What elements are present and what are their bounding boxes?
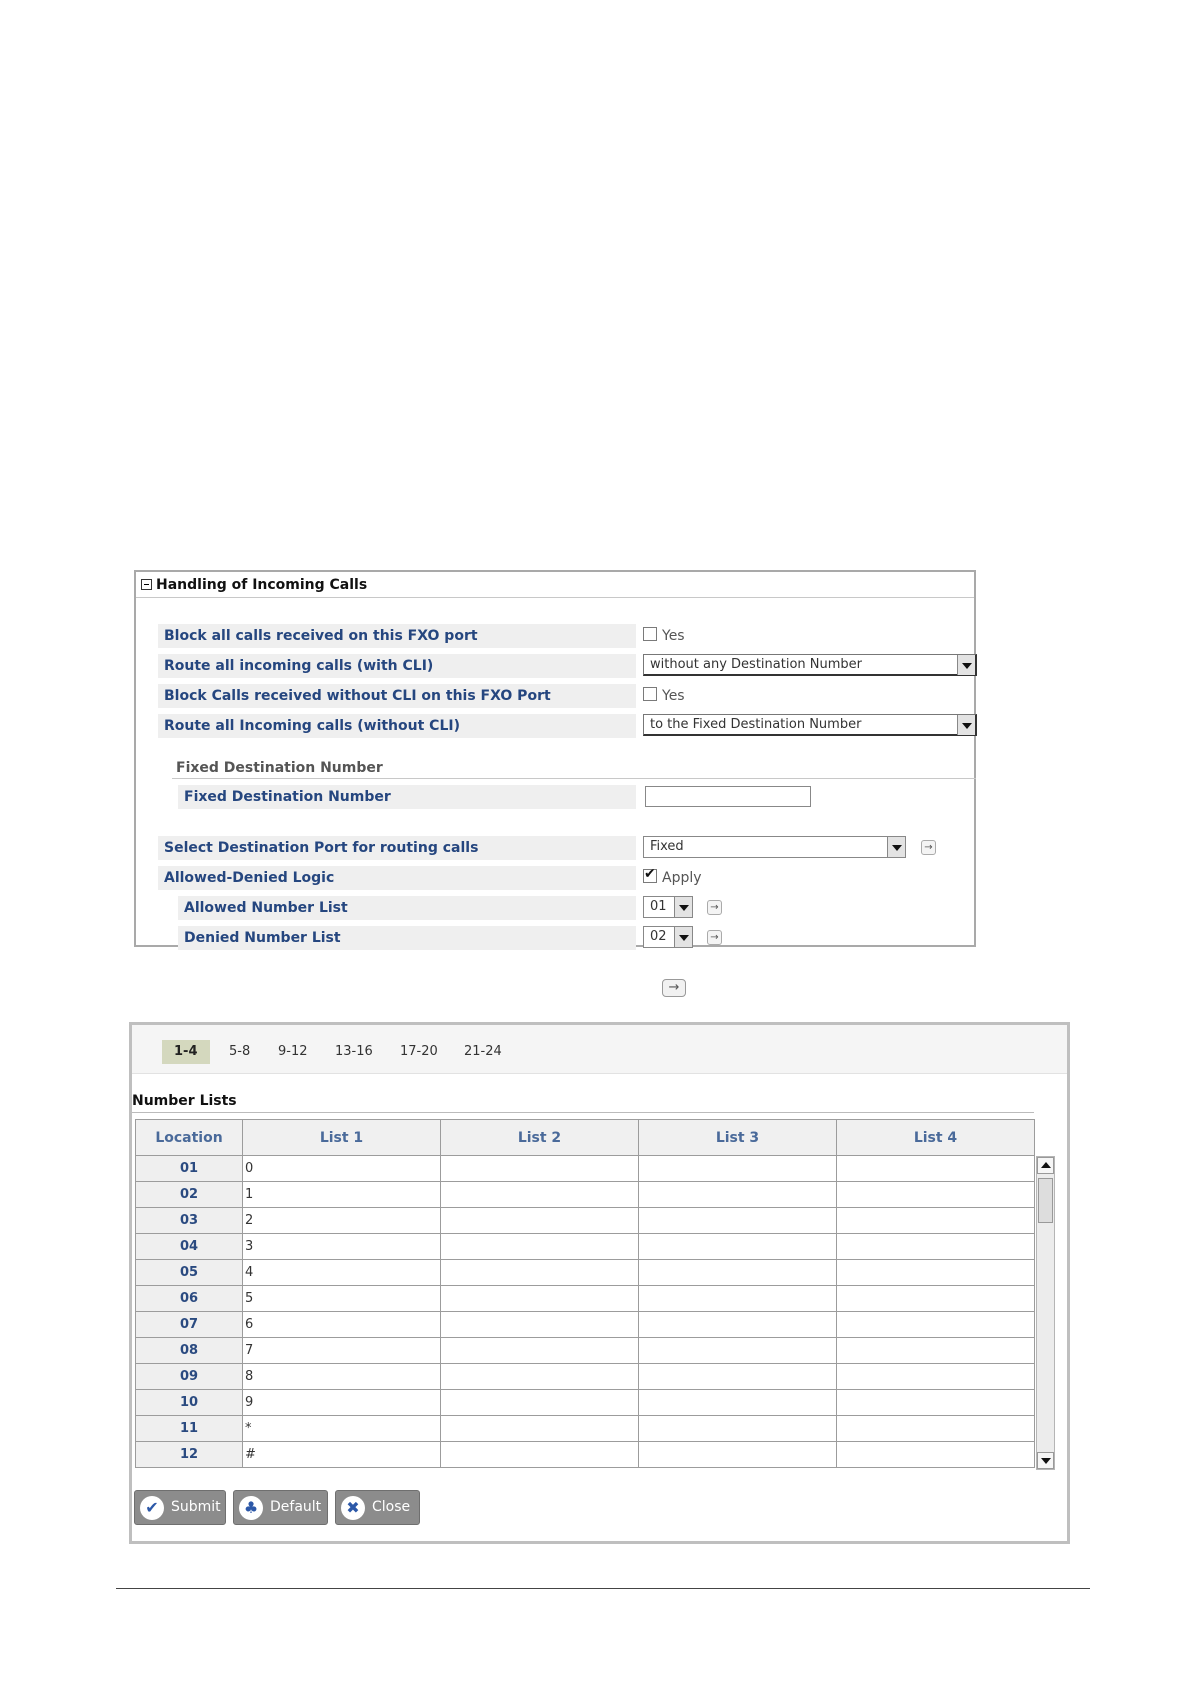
location-cell: 10 [136, 1390, 243, 1416]
default-button[interactable] [233, 1490, 328, 1525]
route-no-cli-value: to the Fixed Destination Number [650, 717, 862, 732]
fixed-destination-heading: Fixed Destination Number [176, 760, 383, 776]
panel-header[interactable] [136, 572, 974, 598]
x-circle-icon: ✖ [341, 1496, 365, 1520]
list-cell[interactable] [441, 1416, 639, 1442]
table-row [136, 1364, 1035, 1390]
dropdown-arrow-icon[interactable] [957, 715, 975, 735]
submit-button[interactable] [134, 1490, 226, 1525]
list-cell[interactable] [639, 1390, 837, 1416]
column-header: List 4 [837, 1120, 1035, 1156]
route-cli-select[interactable] [643, 654, 977, 676]
location-cell: 12 [136, 1442, 243, 1468]
block-all-label: Block all calls received on this FXO port [158, 624, 636, 648]
list-cell[interactable] [441, 1234, 639, 1260]
column-header: List 2 [441, 1120, 639, 1156]
location-cell: 11 [136, 1416, 243, 1442]
table-row [136, 1338, 1035, 1364]
list-cell[interactable] [639, 1156, 837, 1182]
fixed-destination-label: Fixed Destination Number [178, 785, 636, 809]
footer-divider [116, 1588, 1090, 1589]
collapse-icon[interactable] [141, 579, 152, 590]
tab-21-24[interactable]: 21-24 [464, 1044, 502, 1059]
list-cell[interactable] [441, 1364, 639, 1390]
location-cell: 09 [136, 1364, 243, 1390]
tab-5-8[interactable]: 5-8 [229, 1044, 251, 1059]
block-all-check-label: Yes [662, 628, 685, 644]
list-cell[interactable]: 8 [243, 1364, 441, 1390]
table-row [136, 1390, 1035, 1416]
table-header-row [136, 1120, 1035, 1156]
dropdown-arrow-icon[interactable] [674, 897, 692, 917]
list-cell[interactable]: # [243, 1442, 441, 1468]
logic-label: Allowed-Denied Logic [158, 866, 636, 890]
dest-port-value: Fixed [650, 839, 684, 854]
list-cell[interactable] [441, 1156, 639, 1182]
table-row [136, 1156, 1035, 1182]
list-cell[interactable]: 3 [243, 1234, 441, 1260]
list-cell[interactable] [639, 1286, 837, 1312]
number-lists-title: Number Lists [132, 1093, 237, 1109]
list-cell[interactable] [837, 1182, 1035, 1208]
title-divider [132, 1112, 1034, 1113]
route-cli-label: Route all incoming calls (with CLI) [158, 654, 636, 678]
list-cell[interactable] [639, 1234, 837, 1260]
route-cli-value: without any Destination Number [650, 657, 862, 672]
list-cell[interactable]: 0 [243, 1156, 441, 1182]
arrow-right-icon[interactable]: → [707, 930, 722, 945]
block-all-checkbox[interactable] [643, 627, 657, 641]
allowed-list-select[interactable] [643, 896, 693, 918]
table-row [136, 1286, 1035, 1312]
list-cell[interactable] [837, 1156, 1035, 1182]
list-cell[interactable] [441, 1338, 639, 1364]
table-row [136, 1234, 1035, 1260]
route-no-cli-label: Route all Incoming calls (without CLI) [158, 714, 636, 738]
table-scrollbar[interactable] [1036, 1156, 1055, 1470]
list-cell[interactable] [639, 1364, 837, 1390]
column-header: Location [136, 1120, 243, 1156]
list-cell[interactable]: 4 [243, 1260, 441, 1286]
denied-list-select[interactable] [643, 926, 693, 948]
logic-check-label: Apply [662, 870, 702, 886]
list-cell[interactable] [639, 1260, 837, 1286]
list-cell[interactable]: * [243, 1416, 441, 1442]
list-cell[interactable] [837, 1208, 1035, 1234]
list-cell[interactable] [639, 1416, 837, 1442]
list-cell[interactable] [837, 1234, 1035, 1260]
block-no-cli-checkbox[interactable] [643, 687, 657, 701]
allowed-list-value: 01 [650, 899, 667, 914]
list-cell[interactable] [441, 1442, 639, 1468]
close-button[interactable] [335, 1490, 420, 1525]
list-cell[interactable] [837, 1312, 1035, 1338]
panel-title: Handling of Incoming Calls [156, 577, 368, 593]
list-cell[interactable] [441, 1208, 639, 1234]
logic-checkbox[interactable] [643, 869, 657, 883]
dest-port-select[interactable] [643, 836, 906, 858]
location-cell: 04 [136, 1234, 243, 1260]
section-divider [172, 778, 976, 779]
dropdown-arrow-icon[interactable] [674, 927, 692, 947]
list-cell[interactable] [441, 1260, 639, 1286]
scroll-up-icon[interactable] [1037, 1157, 1054, 1174]
list-cell[interactable]: 2 [243, 1208, 441, 1234]
location-cell: 06 [136, 1286, 243, 1312]
allowed-list-label: Allowed Number List [178, 896, 636, 920]
location-cell: 01 [136, 1156, 243, 1182]
column-header: List 1 [243, 1120, 441, 1156]
denied-list-label: Denied Number List [178, 926, 636, 950]
list-cell[interactable]: 5 [243, 1286, 441, 1312]
submit-label: Submit [171, 1499, 221, 1515]
route-no-cli-select[interactable] [643, 714, 977, 736]
list-cell[interactable] [441, 1390, 639, 1416]
tab-9-12[interactable]: 9-12 [278, 1044, 308, 1059]
list-cell[interactable]: 1 [243, 1182, 441, 1208]
dest-port-label: Select Destination Port for routing calls [158, 836, 636, 860]
list-cell[interactable] [837, 1390, 1035, 1416]
list-cell[interactable] [639, 1312, 837, 1338]
table-row [136, 1208, 1035, 1234]
location-cell: 08 [136, 1338, 243, 1364]
incoming-calls-panel [134, 570, 976, 947]
list-cell[interactable] [639, 1338, 837, 1364]
close-label: Close [372, 1499, 411, 1515]
default-label: Default [270, 1499, 322, 1515]
block-no-cli-check-label: Yes [662, 688, 685, 704]
list-cell[interactable]: 6 [243, 1312, 441, 1338]
scroll-down-icon[interactable] [1037, 1452, 1054, 1469]
list-cell[interactable] [639, 1208, 837, 1234]
location-cell: 03 [136, 1208, 243, 1234]
denied-list-value: 02 [650, 929, 667, 944]
list-cell[interactable] [837, 1364, 1035, 1390]
location-cell: 05 [136, 1260, 243, 1286]
list-cell[interactable] [837, 1286, 1035, 1312]
list-cell[interactable] [639, 1182, 837, 1208]
list-cell[interactable] [837, 1260, 1035, 1286]
dropdown-arrow-icon[interactable] [957, 655, 975, 675]
tab-1-4[interactable]: 1-4 [162, 1040, 210, 1064]
checkmark-icon: ✔ [140, 1496, 164, 1520]
dropdown-arrow-icon[interactable] [887, 837, 905, 857]
list-cell[interactable] [837, 1338, 1035, 1364]
arrow-right-icon[interactable]: → [707, 900, 722, 915]
tab-13-16[interactable]: 13-16 [335, 1044, 373, 1059]
location-cell: 07 [136, 1312, 243, 1338]
tab-bar [132, 1025, 1067, 1074]
column-header: List 3 [639, 1120, 837, 1156]
tab-17-20[interactable]: 17-20 [400, 1044, 438, 1059]
number-lists-panel [129, 1022, 1070, 1544]
table-row [136, 1182, 1035, 1208]
list-cell[interactable]: 9 [243, 1390, 441, 1416]
fixed-destination-input[interactable] [645, 786, 811, 807]
list-cell[interactable] [441, 1182, 639, 1208]
block-no-cli-label: Block Calls received without CLI on this FXO Port [158, 684, 636, 708]
scroll-thumb[interactable] [1038, 1178, 1053, 1223]
table-row [136, 1260, 1035, 1286]
list-cell[interactable]: 7 [243, 1338, 441, 1364]
table-row [136, 1312, 1035, 1338]
list-cell[interactable] [837, 1442, 1035, 1468]
number-lists-table [135, 1119, 1035, 1468]
list-cell[interactable] [837, 1416, 1035, 1442]
puzzle-icon: ♣ [239, 1496, 263, 1520]
list-cell[interactable] [441, 1286, 639, 1312]
table-row [136, 1442, 1035, 1468]
list-cell[interactable] [441, 1312, 639, 1338]
arrow-right-icon[interactable]: → [921, 840, 936, 855]
table-row [136, 1416, 1035, 1442]
location-cell: 02 [136, 1182, 243, 1208]
arrow-right-icon[interactable]: → [662, 979, 686, 997]
list-cell[interactable] [639, 1442, 837, 1468]
